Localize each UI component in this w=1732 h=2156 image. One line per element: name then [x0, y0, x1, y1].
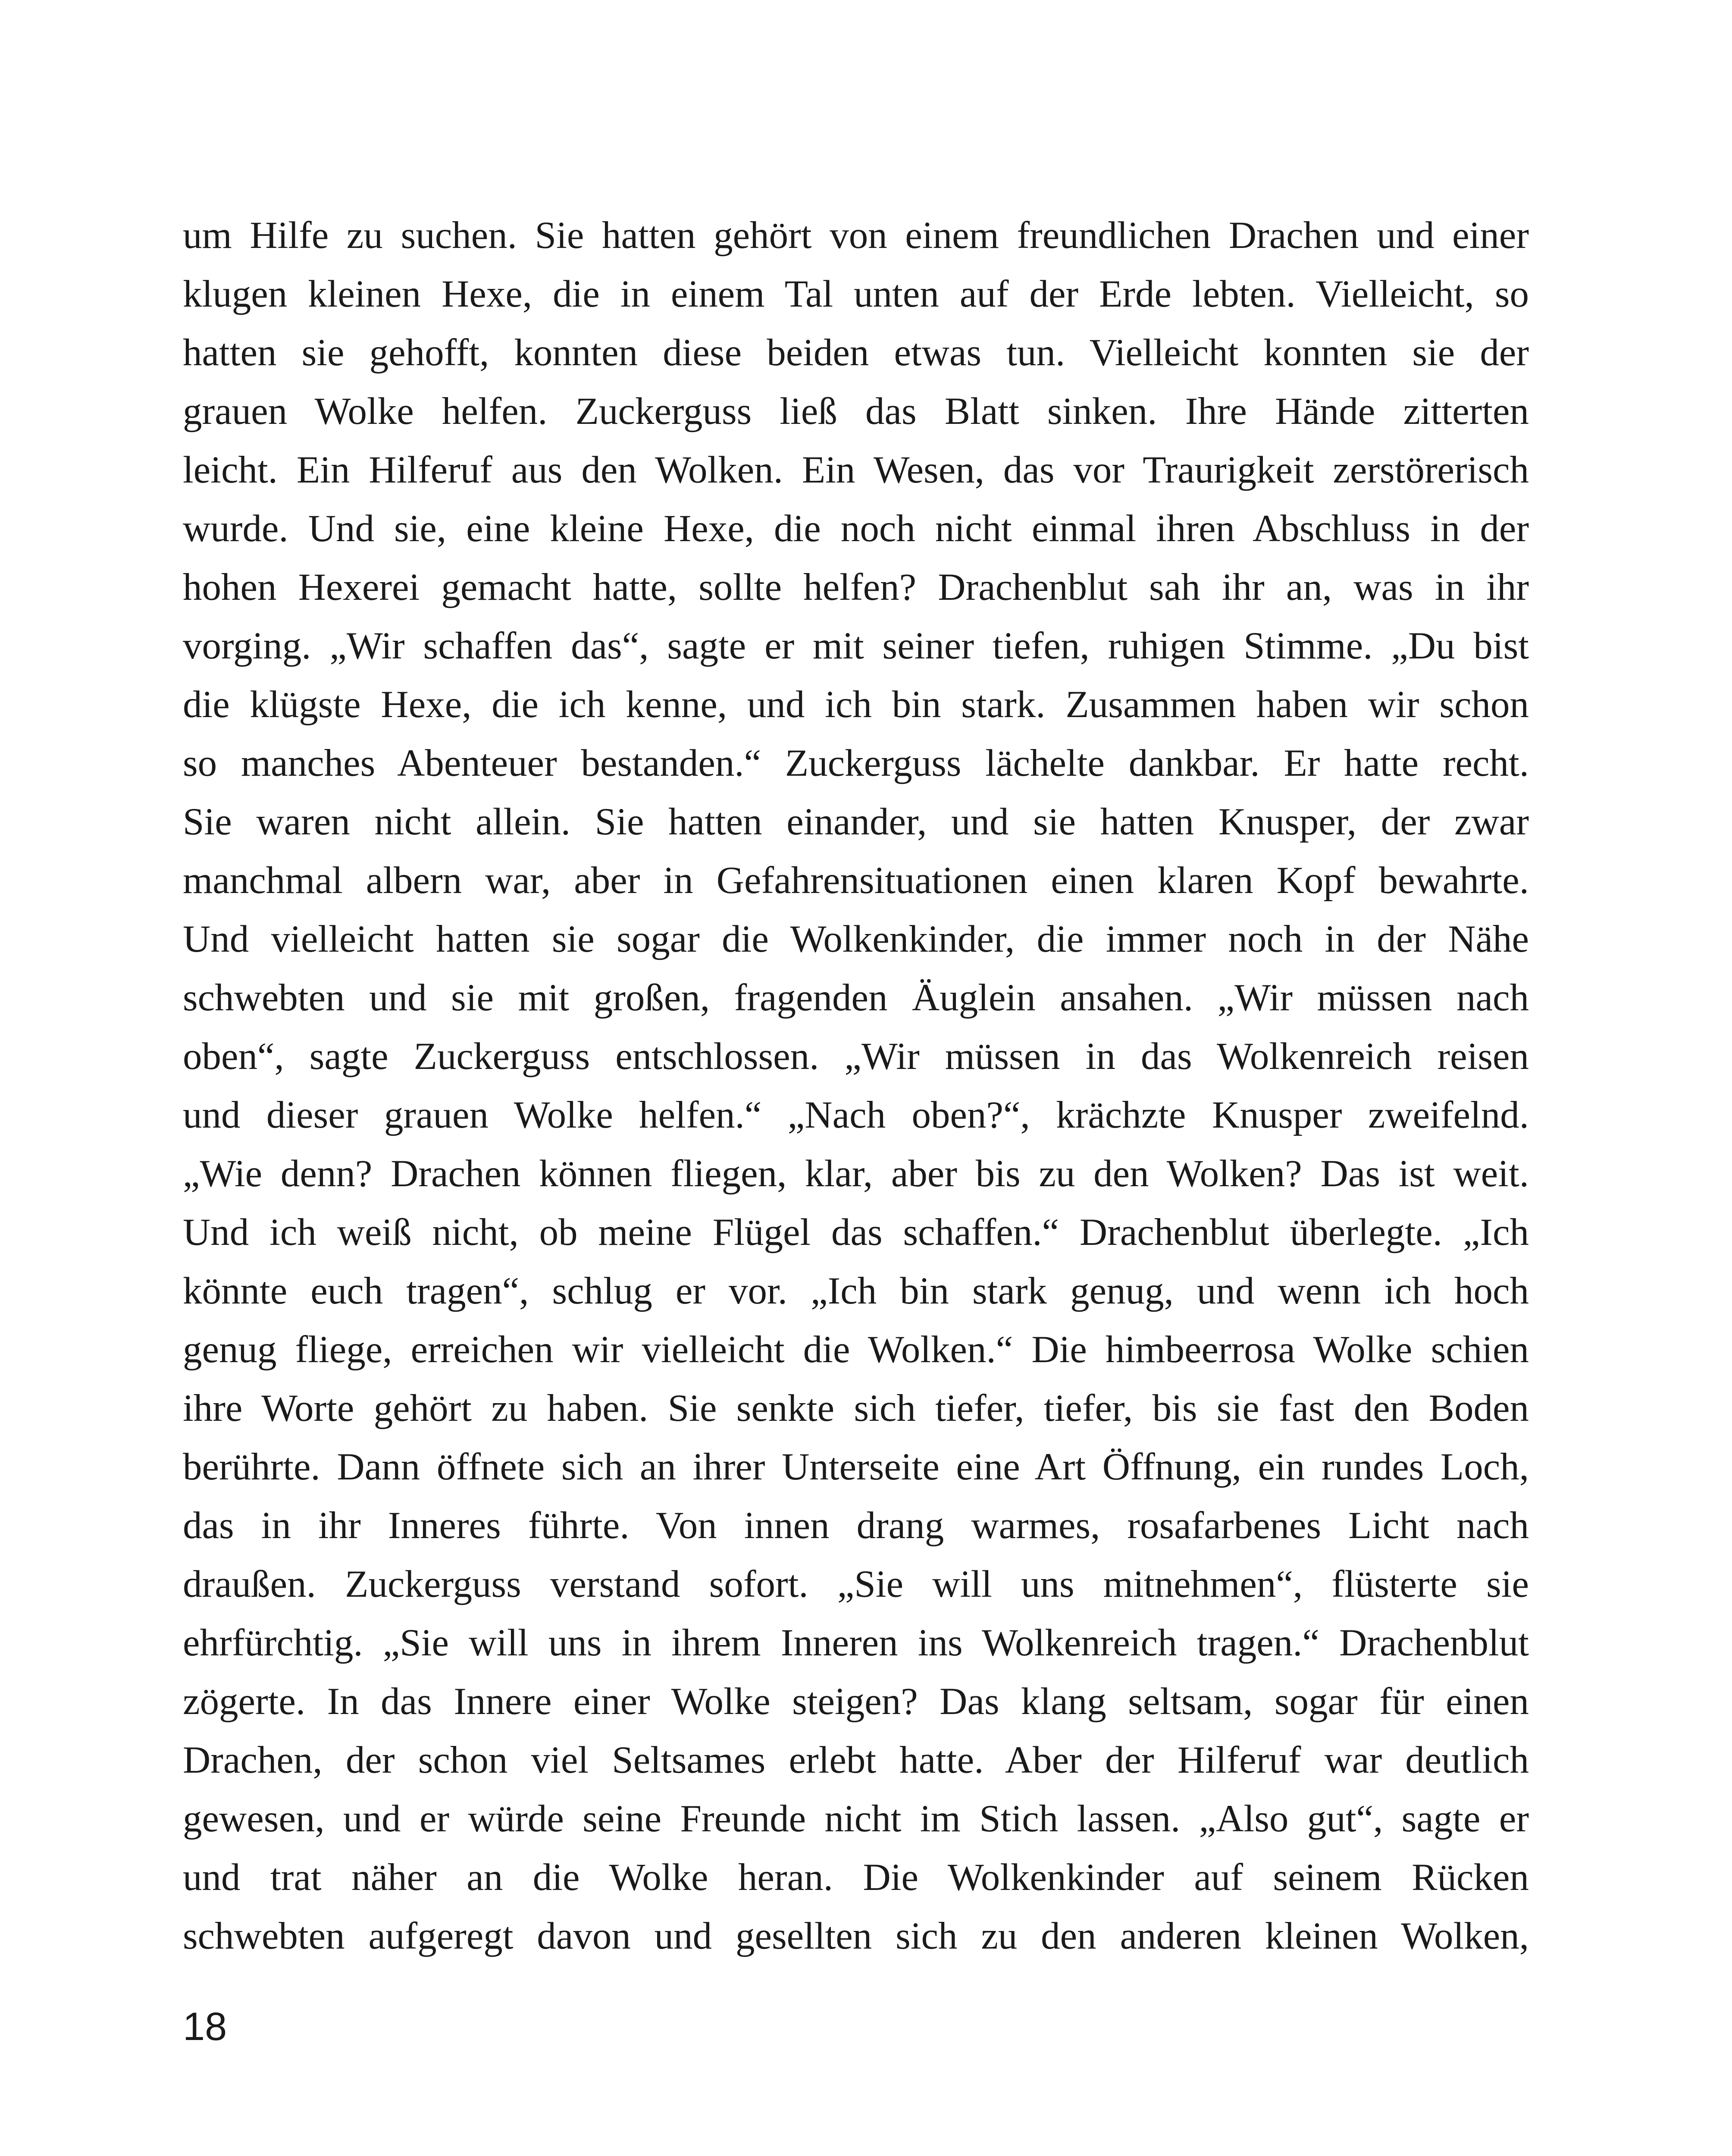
text-line: und dieser grauen Wolke helfen.“ „Nach oben?“, krächzte Knusper zweifelnd.	[183, 1094, 1529, 1136]
text-line: ehrfürchtig. „Sie will uns in ihrem Inneren ins Wolkenreich tragen.“ Drachenblut	[183, 1622, 1529, 1664]
text-line: „Wie denn? Drachen können fliegen, klar, aber bis zu den Wolken? Das ist weit.	[183, 1153, 1529, 1195]
text-line: Drachen, der schon viel Seltsames erlebt hatte. Aber der Hilferuf war deutlich	[183, 1739, 1529, 1781]
text-line: Sie waren nicht allein. Sie hatten einander, und sie hatten Knusper, der zwar	[183, 801, 1529, 843]
text-line: schwebten und sie mit großen, fragenden Äuglein ansahen. „Wir müssen nach	[183, 977, 1529, 1019]
text-line: grauen Wolke helfen. Zuckerguss ließ das Blatt sinken. Ihre Hände zitterten	[183, 390, 1529, 432]
body-text	[183, 206, 1529, 1965]
text-line: klugen kleinen Hexe, die in einem Tal unten auf der Erde lebten. Vielleicht, so	[183, 273, 1529, 315]
text-line: wurde. Und sie, eine kleine Hexe, die noch nicht einmal ihren Abschluss in der	[183, 508, 1529, 550]
text-line: zögerte. In das Innere einer Wolke steigen? Das klang seltsam, sogar für einen	[183, 1680, 1529, 1723]
text-line: genug fliege, erreichen wir vielleicht die Wolken.“ Die himbeerrosa Wolke schien	[183, 1329, 1529, 1371]
text-line: Und ich weiß nicht, ob meine Flügel das schaffen.“ Drachenblut überlegte. „Ich	[183, 1211, 1529, 1253]
text-line: so manches Abenteuer bestanden.“ Zuckerguss lächelte dankbar. Er hatte recht.	[183, 742, 1529, 784]
text-line: hohen Hexerei gemacht hatte, sollte helfen? Drachenblut sah ihr an, was in ihr	[183, 566, 1529, 608]
text-line: schwebten aufgeregt davon und gesellten sich zu den anderen kleinen Wolken,	[183, 1915, 1529, 1957]
text-line: gewesen, und er würde seine Freunde nicht im Stich lassen. „Also gut“, sagte er	[183, 1798, 1529, 1840]
page-number: 18	[183, 2005, 227, 2049]
text-line: leicht. Ein Hilferuf aus den Wolken. Ein Wesen, das vor Traurigkeit zerstörerisch	[183, 449, 1529, 491]
text-line: könnte euch tragen“, schlug er vor. „Ich bin stark genug, und wenn ich hoch	[183, 1270, 1529, 1312]
text-line: hatten sie gehofft, konnten diese beiden etwas tun. Vielleicht konnten sie der	[183, 332, 1529, 374]
text-line: das in ihr Inneres führte. Von innen drang warmes, rosafarbenes Licht nach	[183, 1504, 1529, 1547]
text-line: berührte. Dann öffnete sich an ihrer Unterseite eine Art Öffnung, ein rundes Loch,	[183, 1446, 1529, 1488]
text-line: oben“, sagte Zuckerguss entschlossen. „Wir müssen in das Wolkenreich reisen	[183, 1035, 1529, 1078]
text-line: vorging. „Wir schaffen das“, sagte er mit seiner tiefen, ruhigen Stimme. „Du bist	[183, 625, 1529, 667]
text-line: Und vielleicht hatten sie sogar die Wolkenkinder, die immer noch in der Nähe	[183, 918, 1529, 960]
text-line: und trat näher an die Wolke heran. Die Wolkenkinder auf seinem Rücken	[183, 1856, 1529, 1899]
text-line: ihre Worte gehört zu haben. Sie senkte sich tiefer, tiefer, bis sie fast den Boden	[183, 1387, 1529, 1429]
text-line: draußen. Zuckerguss verstand sofort. „Sie will uns mitnehmen“, flüsterte sie	[183, 1563, 1529, 1605]
text-line: die klügste Hexe, die ich kenne, und ich bin stark. Zusammen haben wir schon	[183, 683, 1529, 726]
text-line: um Hilfe zu suchen. Sie hatten gehört von einem freundlichen Drachen und einer	[183, 214, 1529, 257]
text-line: manchmal albern war, aber in Gefahrensituationen einen klaren Kopf bewahrte.	[183, 859, 1529, 902]
